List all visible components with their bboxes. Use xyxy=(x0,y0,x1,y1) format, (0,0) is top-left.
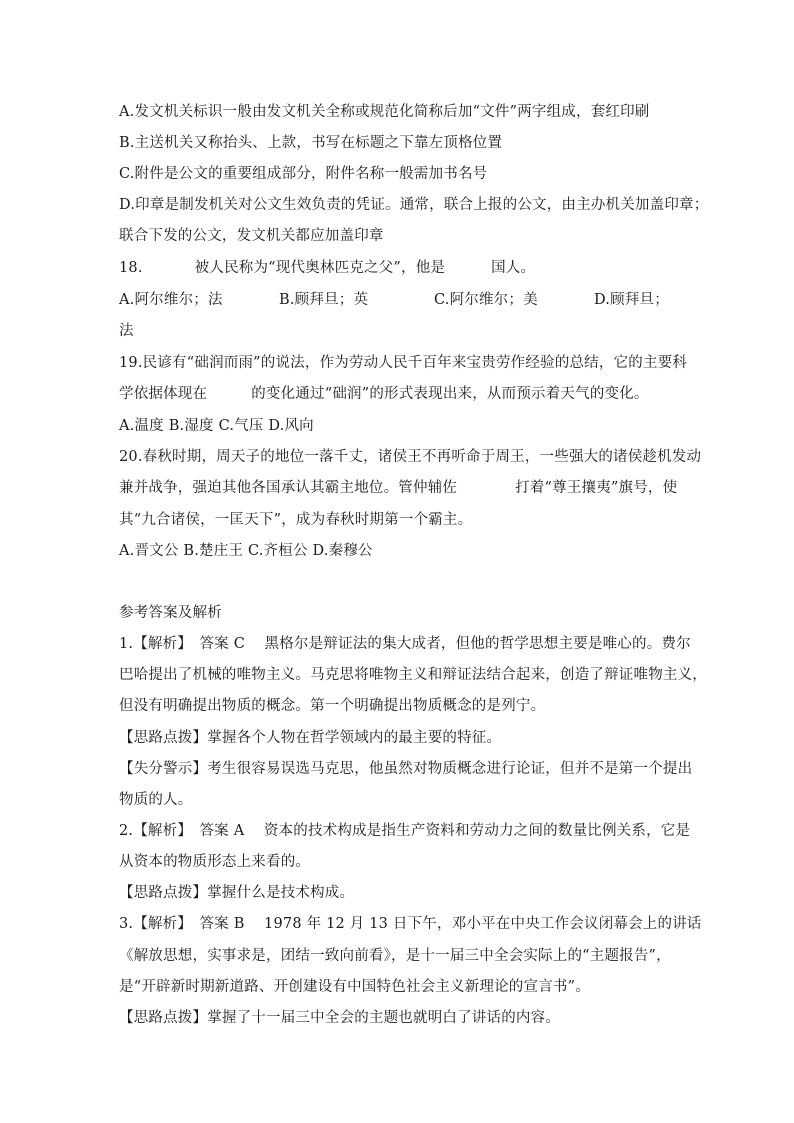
q17-option-d-line1: D.印章是制发机关对公文生效负责的凭证。通常，联合上报的公文，由主办机关加盖印章； xyxy=(119,197,709,213)
answer1-warning-line2: 物质的人。 xyxy=(119,792,193,808)
answer3-line3: 是“开辟新时期新道路、开创建设有中国特色社会主义新理论的宣言书”。 xyxy=(119,979,590,995)
q18-option-c: C.阿尔维尔；美 xyxy=(434,292,538,308)
q18-option-a: A.阿尔维尔；法 xyxy=(119,292,223,308)
q18-option-b: B.顾拜旦；英 xyxy=(279,292,369,308)
q17-option-c: C.附件是公文的重要组成部分，附件名称一般需加书名号 xyxy=(119,166,488,182)
q18-stem xyxy=(119,258,679,278)
q19-options: A.温度 B.湿度 C.气压 D.风向 xyxy=(119,418,314,434)
answer3-tip: 【思路点拨】掌握了十一届三中全会的主题也就明白了讲话的内容。 xyxy=(119,1010,560,1026)
q17-option-a: A.发文机关标识一般由发文机关全称或规范化简称后加“文件”两字组成，套红印刷 xyxy=(119,104,650,120)
answer2-line2: 从资本的物质形态上来看的。 xyxy=(119,854,311,870)
q19-line1: 19.民谚有“础润而雨”的说法，作为劳动人民千百年来宝贵劳作经验的总结，它的主要科 xyxy=(119,355,688,371)
q18-option-d: D.顾拜旦； xyxy=(594,292,669,308)
q19-line2 xyxy=(119,384,679,404)
answer2-tip: 【思路点拨】掌握什么是技术构成。 xyxy=(119,885,355,901)
q18-number: 18. xyxy=(119,260,143,276)
q20-line2a: 兼并战争，强迫其他各国承认其霸主地位。管仲辅佐 xyxy=(119,480,458,496)
answer1-line1: 1.【解析】 答案 C 黑格尔是辩证法的集大成者，但他的哲学思想主要是唯心的。费尔 xyxy=(119,636,691,652)
q18-stem-b: 国人。 xyxy=(491,260,536,276)
answer2-line1: 2.【解析】 答案 A 资本的技术构成是指生产资料和劳动力之间的数量比例关系，它是 xyxy=(119,823,691,839)
q18-stem-a: 被人民称为“现代奥林匹克之父”，他是 xyxy=(194,260,446,276)
answer3-line2: 《解放思想，实事求是，团结一致向前看》，是十一届三中全会实际上的“主题报告”， xyxy=(119,948,671,964)
q20-line3: 其“九合诸侯，一匡天下”，成为春秋时期第一个霸主。 xyxy=(119,512,473,528)
answer1-tip: 【思路点拨】掌握各个人物在哲学领域内的最主要的特征。 xyxy=(119,730,502,746)
q18-options xyxy=(119,290,679,310)
q17-option-d-line2: 联合下发的公文，发文机关都应加盖印章 xyxy=(119,228,384,244)
answers-heading: 参考答案及解析 xyxy=(119,605,222,621)
q20-line2 xyxy=(119,478,679,498)
answer1-line3: 但没有明确提出物质的概念。第一个明确提出物质概念的是列宁。 xyxy=(119,698,546,714)
answer3-line1: 3.【解析】 答案 B 1978 年 12 月 13 日下午，邓小平在中央工作会议闭幕会上的讲话 xyxy=(119,916,702,932)
q20-line1: 20.春秋时期，周天子的地位一落千丈，诸侯王不再听命于周王，一些强大的诸侯趁机发动 xyxy=(119,449,702,465)
q19-line2b: 的变化通过“础润”的形式表现出来，从而预示着天气的变化。 xyxy=(251,386,649,402)
q20-options: A.晋文公 B.楚庄王 C.齐桓公 D.秦穆公 xyxy=(119,543,373,559)
q18-option-d-cont: 法 xyxy=(119,323,134,339)
q17-option-b: B.主送机关又称抬头、上款，书写在标题之下靠左顶格位置 xyxy=(119,135,503,151)
answer1-warning-line1: 【失分警示】考生很容易误选马克思，他虽然对物质概念进行论证，但并不是第一个提出 xyxy=(119,761,693,777)
q20-line2b: 打着“尊王攘夷”旗号，使 xyxy=(515,480,678,496)
q19-line2a: 学依据体现在 xyxy=(119,386,208,402)
answer1-line2: 巴哈提出了机械的唯物主义。马克思将唯物主义和辩证法结合起来，创造了辩证唯物主义， xyxy=(119,667,707,683)
